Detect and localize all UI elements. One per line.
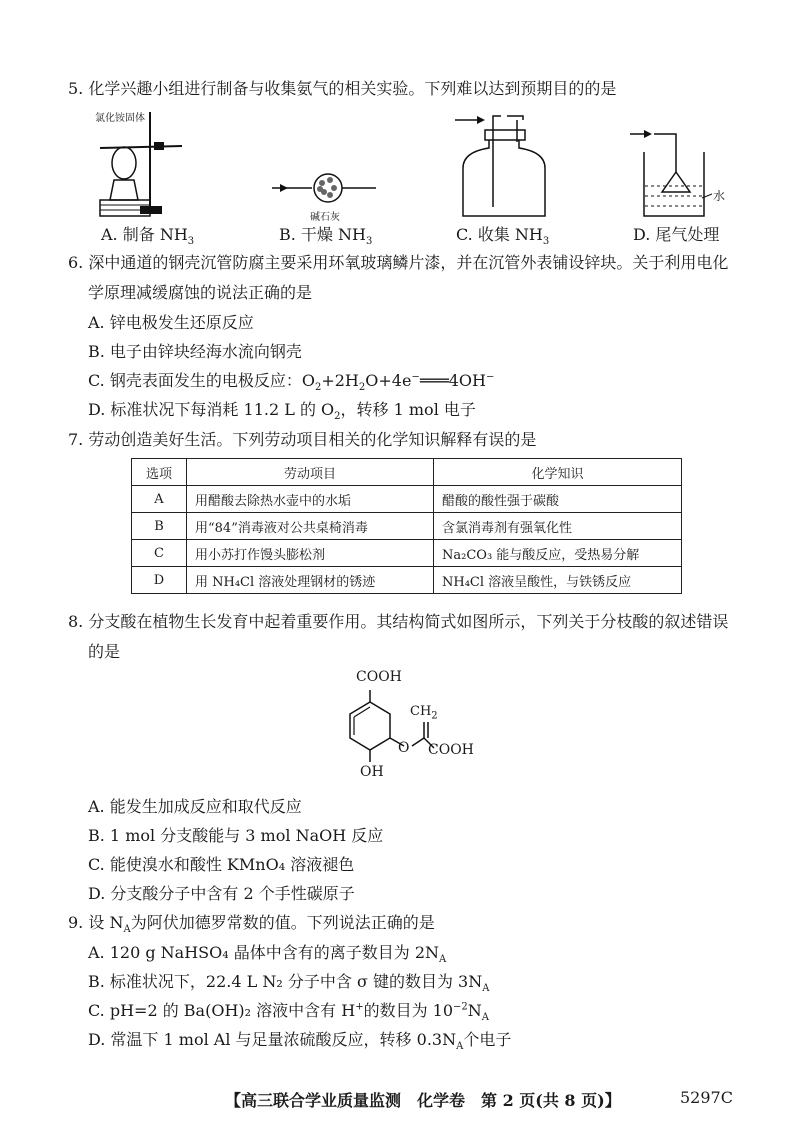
caption-c: C. 收集 $NH_3$ <box>456 225 550 248</box>
table-row <box>132 567 682 594</box>
footer-title: 【高三联合学业质量监测 化学卷 第 2 页(共 8 页)】 <box>225 1091 621 1110</box>
q8-stem-line1: 8. 分支酸在植物生长发育中起着重要作用。其结构简式如图所示，下列关于分枝酸的叙述错误 <box>68 612 729 631</box>
cell-labor: 用醋酸去除热水壶中的水垢 <box>187 486 434 513</box>
caption-a: A. 制备 $NH_3$ <box>101 225 195 248</box>
struct-ch2: $CH_2$ <box>410 704 438 722</box>
table-row <box>132 486 682 513</box>
cell-labor: 用“84”消毒液对公共桌椅消毒 <box>187 513 434 540</box>
header-option: 选项 <box>132 459 187 486</box>
q9-option-c: C. pH=2 的 Ba(OH)₂ 溶液中含有 H+的数目为 $10^{-2}N_A$ <box>88 1001 490 1024</box>
table-row <box>132 540 682 567</box>
cell-knowledge: NH₄Cl 溶液呈酸性，与铁锈反应 <box>434 567 682 594</box>
cell-labor: 用 NH₄Cl 溶液处理钢材的锈迹 <box>187 567 434 594</box>
apparatus-d-tail-gas-beaker <box>628 124 728 220</box>
struct-cooh-right: COOH <box>428 742 474 758</box>
struct-oh: OH <box>360 764 384 780</box>
q6-option-a: A. 锌电极发生还原反应 <box>88 313 254 332</box>
q8-option-b: B. 1 mol 分支酸能与 3 mol NaOH 反应 <box>88 826 384 845</box>
q7-table <box>131 458 682 594</box>
q7-stem: 7. 劳动创造美好生活。下列劳动项目相关的化学知识解释有误的是 <box>68 430 537 449</box>
label-ammonium-chloride: 氯化铵固体 <box>95 113 145 124</box>
apparatus-a-heating <box>92 108 212 220</box>
q6-option-b: B. 电子由锌块经海水流向钢壳 <box>88 342 302 361</box>
cell-knowledge: 醋酸的酸性强于碳酸 <box>434 486 682 513</box>
q6-option-d: D. 标准状况下每消耗 11.2 L 的 $O_2$，转移 1 mol 电子 <box>88 400 476 423</box>
cell-option: A <box>132 486 187 513</box>
apparatus-b-drying-tube <box>270 170 380 206</box>
chorismic-acid-structure <box>320 668 500 786</box>
table-row <box>132 513 682 540</box>
q8-option-c: C. 能使溴水和酸性 KMnO₄ 溶液褪色 <box>88 855 355 874</box>
struct-ether-o: O <box>398 740 410 756</box>
caption-d: D. 尾气处理 <box>633 225 720 244</box>
label-water: 水 <box>713 189 726 203</box>
q6-stem-line2: 学原理减缓腐蚀的说法正确的是 <box>88 283 313 302</box>
footer-code: 5297C <box>680 1088 733 1107</box>
header-chem-knowledge: 化学知识 <box>434 459 682 486</box>
cell-knowledge: Na₂CO₃ 能与酸反应，受热易分解 <box>434 540 682 567</box>
q6-option-c: C. 钢壳表面发生的电极反应：$O_2+2H_2O+4e^-═══4OH^-$ <box>88 371 495 394</box>
cell-option: C <box>132 540 187 567</box>
q9-option-b: B. 标准状况下，22.4 L N₂ 分子中含 σ 键的数目为 $3N_A$ <box>88 972 490 995</box>
q9-option-d: D. 常温下 1 mol Al 与足量浓硫酸反应，转移 $0.3N_A$个电子 <box>88 1030 512 1053</box>
cell-labor: 用小苏打作馒头膨松剂 <box>187 540 434 567</box>
table-header-row <box>132 459 682 486</box>
struct-cooh-top: COOH <box>356 669 402 685</box>
apparatus-c-collection-bottle <box>453 112 553 220</box>
q8-stem-line2: 的是 <box>88 642 121 661</box>
q8-option-a: A. 能发生加成反应和取代反应 <box>88 797 302 816</box>
q5-stem: 5. 化学兴趣小组进行制备与收集氨气的相关实验。下列难以达到预期目的的是 <box>68 79 617 98</box>
q6-stem-line1: 6. 深中通道的钢壳沉管防腐主要采用环氧玻璃鳞片漆，并在沉管外表铺设锌块。关于利用电化 <box>68 253 729 272</box>
q8-option-d: D. 分支酸分子中含有 2 个手性碳原子 <box>88 884 355 903</box>
q9-stem: 9. 设 $N_A$为阿伏加德罗常数的值。下列说法正确的是 <box>68 913 435 936</box>
label-soda-lime: 碱石灰 <box>310 212 340 223</box>
cell-knowledge: 含氯消毒剂有强氧化性 <box>434 513 682 540</box>
cell-option: B <box>132 513 187 540</box>
q9-option-a: A. 120 g NaHSO₄ 晶体中含有的离子数目为 $2N_A$ <box>88 943 447 966</box>
cell-option: D <box>132 567 187 594</box>
caption-b: B. 干燥 $NH_3$ <box>279 225 373 248</box>
header-labor-item: 劳动项目 <box>187 459 434 486</box>
